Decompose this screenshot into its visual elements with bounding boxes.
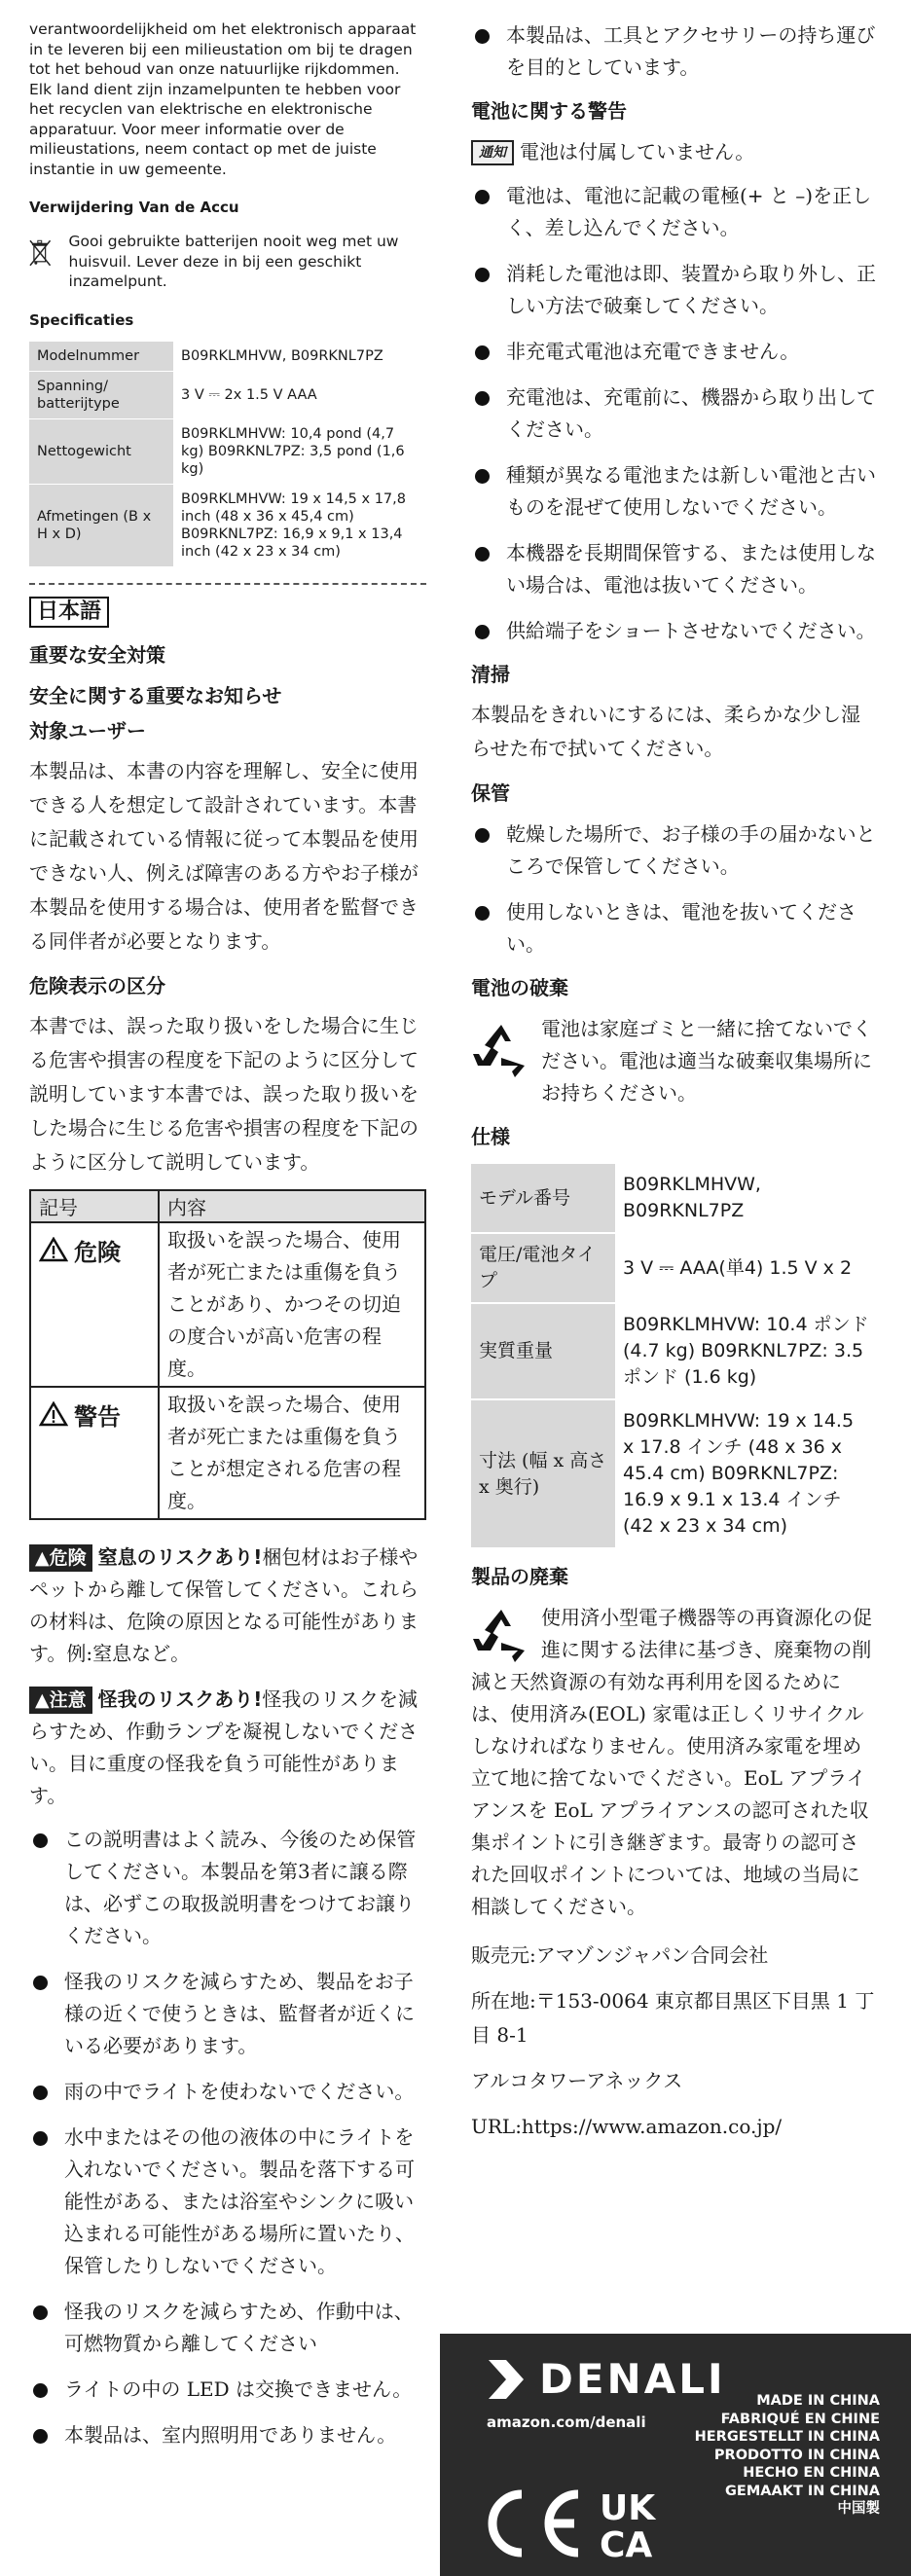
battery-warning-heading: 電池に関する警告 [471,99,627,123]
warning-triangle-icon [39,1401,68,1427]
notice-tag: 通知 [471,140,514,165]
language-badge: 日本語 [29,597,109,628]
caution-alert [29,1684,426,1812]
spec-label: Modelnummer [29,341,173,371]
safety-notice-heading: 安全に関する重要なお知らせ [29,683,282,707]
table-row [471,1233,878,1303]
danger-alert-text: 梱包材はお子様やペットから離して保管してください。これらの材料は、危険の原因となる可能性があります。例:窒息など。 [29,1544,419,1665]
battery-notice [471,136,878,168]
made-in-list [695,2392,880,2519]
battery-disposal-jp-heading: 電池の破棄 [471,976,568,999]
dutch-spec-table [29,341,426,567]
spec-value: B09RKLMHVW: 19 x 14,5 x 17,8 inch (48 x 36 x 45,4 cm) B09RKNL7PZ: 16,9 x 9,1 x 13,4 inch (42 x 23 x 34 cm) [173,484,426,566]
list-item: 水中またはその他の液体の中にライトを入れないでください。製品を落下する可能性がある、または浴室やシンクに吸い込まれる可能性がある場所に置いたり、保管したりしないでください。 [29,2122,426,2282]
warning-triangle-icon [39,1237,68,1262]
address-text: 所在地:〒153-0064 東京都目黒区下目黒 1 丁目 8-1 [471,1989,875,2047]
usage-bullet-list [471,19,878,84]
specifications-jp-heading: 仕様 [471,1125,510,1148]
spec-label: Nettogewicht [29,418,173,484]
spec-label: Afmetingen (B x H x D) [29,484,173,566]
list-item: 本製品は、室内照明用でありません。 [29,2419,426,2451]
battery-disposal-text: Gooi gebruikte batterijen nooit weg met uw huisvuil. Lever deze in bij een geschikt inzamelpunt. [68,233,399,290]
battery-disposal-jp-row [471,1013,878,1109]
list-item: 電池は、電池に記載の電極(+ と –)を正しく、差し込んでください。 [471,180,878,244]
battery-disposal-heading: Verwijdering Van de Accu [29,199,239,216]
spec-value: B09RKLMHVW, B09RKNL7PZ [173,341,426,371]
table-row [30,1222,425,1387]
list-item: 非充電式電池は充電できません。 [471,336,878,368]
crossed-bin-icon [29,226,52,280]
col-content-header: 内容 [159,1190,425,1222]
battery-disposal-jp-text: 電池は家庭ゴミと一緒に捨てないでください。電池は適当な破棄収集場所にお持ちください。 [541,1017,872,1105]
signal-word-table [29,1189,426,1520]
made-in-line: MADE IN CHINA [756,2393,880,2409]
battery-bullet-list [471,180,878,647]
url-text: URL:https://www.amazon.co.jp/ [471,2115,783,2138]
table-row [29,371,426,418]
table-row [29,484,426,566]
ce-mark-icon [492,2494,578,2553]
danger-tag: ▲危険 [29,1544,92,1572]
recycle-icon [471,1021,531,1079]
spec-value: 3 V ⎓ AAA(単4) 1.5 V x 2 [615,1233,878,1303]
list-item: この説明書はよく読み、今後のため保管してください。本製品を第3者に譲る際は、必ずこの取扱説明書をつけてお譲りください。 [29,1824,426,1952]
notice-text: 電池は付属していません。 [520,140,755,163]
made-in-line: PRODOTTO IN CHINA [713,2447,880,2463]
product-disposal-row [471,1602,878,1923]
certification-marks [483,2485,687,2562]
target-users-text: 本製品は、本書の内容を理解し、安全に使用できる人を想定して設計されています。本書に記載されている情報に従って本製品を使用できない人、例えば障害のある方やお子様が本製品を使用する場合は、使用者を監督できる同伴者が必要となります。 [29,758,419,953]
list-item: ライトの中の LED は交換できません。 [29,2374,426,2406]
made-in-line: HERGESTELLT IN CHINA [694,2429,880,2445]
recycle-icon [471,1606,531,1664]
storage-bullet-list [471,818,878,961]
storage-heading: 保管 [471,781,510,805]
spec-value: 3 V ⎓ 2x 1.5 V AAA [173,371,426,418]
table-row [471,1164,878,1233]
spec-value: B09RKLMHVW: 10,4 pond (4,7 kg) B09RKNL7PZ: 3,5 pond (1,6 kg) [173,418,426,484]
product-disposal-text: 使用済小型電子機器等の再資源化の促進に関する法律に基づき、廃棄物の削減と天然資源の有効な再利用を図るためには、使用済み(EOL) 家電は正しくリサイクルしなければなりません。使用済み家電を埋め立て地に捨てないでください。EoL アプライアンスを EoL アプライアンスの認可された収集ポイントに引き継ぎます。最寄りの認可された回収ポイントについては、地域の当局に相談してください。 [471,1606,872,1918]
list-item: 本製品は、工具とアクセサリーの持ち運びを目的としています。 [471,19,878,84]
warning-label: 警告 [74,1401,121,1431]
hazard-classification-heading: 危険表示の区分 [29,973,165,998]
spec-value: B09RKLMHVW, B09RKNL7PZ [615,1164,878,1233]
list-item: 消耗した電池は即、装置から取り外し、正しい方法で破棄してください。 [471,258,878,322]
table-row [29,341,426,371]
specifications-heading: Specificaties [29,310,134,329]
left-column [29,19,426,2465]
brand-name: DENALI [539,2355,726,2403]
list-item: 雨の中でライトを使わないでください。 [29,2076,426,2108]
col-symbol-header: 記号 [30,1190,159,1222]
danger-symbol-cell [30,1222,159,1387]
list-item: 怪我のリスクを減らすため、作動中は、可燃物質から離してください [29,2296,426,2360]
table-row [29,418,426,484]
made-in-line: GEMAAKT IN CHINA [725,2483,880,2499]
battery-disposal-row [29,226,426,292]
hazard-classification-text: 本書では、誤った取り扱いをした場合に生じる危害や損害の程度を下記のように区分して説明しています本書では、誤った取り扱いをした場合に生じる危害や損害の程度を下記のように区分して説明しています。 [29,1013,419,1174]
ukca-mark-bottom: CA [600,2525,653,2562]
cleaning-text: 本製品をきれいにするには、柔らかな少し湿らせた布で拭いてください。 [471,703,860,760]
seller-text: 販売元:アマゾンジャパン合同会社 [471,1943,769,1967]
table-header-row [30,1190,425,1222]
ukca-mark-top: UK [600,2488,656,2528]
spec-label: 電圧/電池タイプ [471,1233,615,1303]
spec-label: 実質重量 [471,1303,615,1399]
safety-heading: 重要な安全対策 [29,642,165,667]
caution-tag: ▲注意 [29,1687,92,1714]
danger-alert [29,1542,426,1670]
brand-url: amazon.com/denali [487,2413,646,2431]
cleaning-heading: 清掃 [471,663,510,686]
dutch-intro: verantwoordelijkheid om het elektronisch apparaat in te leveren bij een milieustation om bij te dragen tot het behoud van onze natuurlijke rijkdommen. Elk land dient zijn inzamelpunten te hebben voor het recyclen van elektrische en elektronische apparatuur. Voor meer informatie over de milieustations, neem contact op met de juiste instantie in uw gemeente. [29,20,417,178]
table-row [471,1399,878,1548]
made-in-line: FABRIQUÉ EN CHINE [720,2411,880,2427]
spec-value: B09RKLMHVW: 19 x 14.5 x 17.8 インチ (48 x 36 x 45.4 cm) B09RKNL7PZ: 16.9 x 9.1 x 13.4 インチ (42 x 23 x 34 cm) [615,1399,878,1548]
spec-label: モデル番号 [471,1164,615,1233]
safety-bullet-list [29,1824,426,2451]
warning-symbol-cell [30,1387,159,1519]
spec-label: 寸法 (幅 x 高さ x 奥行) [471,1399,615,1548]
danger-label: 危険 [74,1237,121,1266]
list-item: 乾燥した場所で、お子様の手の届かないところで保管してください。 [471,818,878,883]
denali-logo-icon [487,2358,526,2401]
danger-content: 取扱いを誤った場合、使用者が死亡または重傷を負うことがあり、かつその切迫の度合いが高い危害の程度。 [159,1222,425,1387]
jp-spec-table [471,1164,878,1549]
brand-footer [440,2334,911,2576]
product-disposal-heading: 製品の廃棄 [471,1565,568,1588]
list-item: 本機器を長期間保管する、または使用しない場合は、電池は抜いてください。 [471,537,878,601]
danger-alert-title: 窒息のリスクあり! [97,1544,263,1569]
list-item: 供給端子をショートさせないでください。 [471,615,878,647]
building-text: アルコタワーアネックス [471,2069,683,2092]
right-column [471,19,878,2144]
list-item: 充電池は、充電前に、機器から取り出してください。 [471,381,878,446]
section-divider [29,583,426,585]
warning-content: 取扱いを誤った場合、使用者が死亡または重傷を負うことが想定される危害の程度。 [159,1387,425,1519]
target-users-heading: 対象ユーザー [29,718,146,743]
made-in-line: HECHO EN CHINA [743,2465,880,2481]
table-row [471,1303,878,1399]
caution-alert-text: 怪我のリスクを減らすため、作動ランプを凝視しないでください。目に重度の怪我を負う可能性があります。 [29,1687,419,1807]
spec-label: Spanning/ batterijtype [29,371,173,418]
brand-logo [487,2355,726,2403]
list-item: 種類が異なる電池または新しい電池と古いものを混ぜて使用しないでください。 [471,459,878,524]
spec-value: B09RKLMHVW: 10.4 ポンド (4.7 kg) B09RKNL7PZ: 3.5 ポンド (1.6 kg) [615,1303,878,1399]
list-item: 使用しないときは、電池を抜いてください。 [471,896,878,961]
made-in-line: 中国製 [837,2501,880,2517]
caution-alert-title: 怪我のリスクあり! [97,1687,263,1711]
ukca-mark-icon [600,2488,656,2562]
table-row [30,1387,425,1519]
list-item: 怪我のリスクを減らすため、製品をお子様の近くで使うときは、監督者が近くにいる必要があります。 [29,1966,426,2062]
